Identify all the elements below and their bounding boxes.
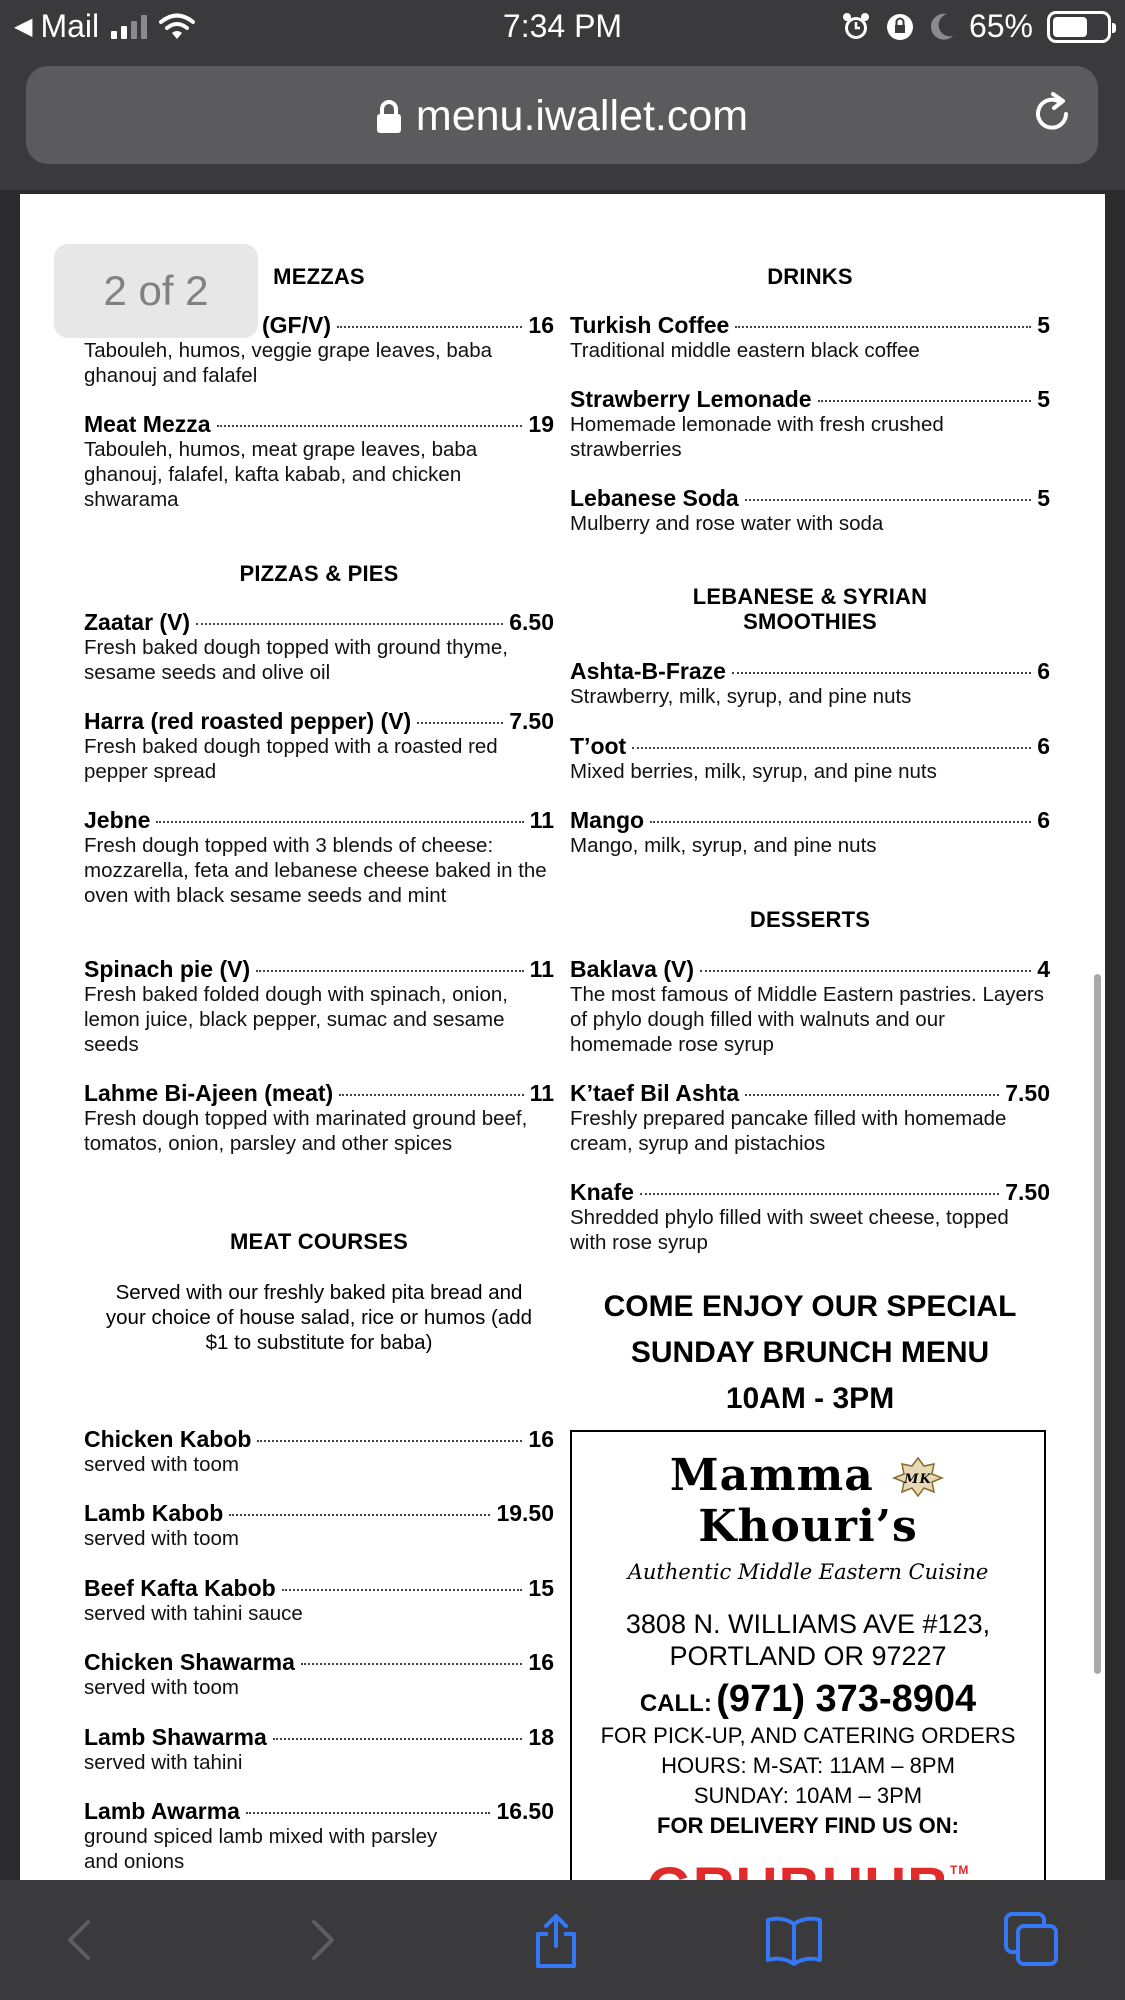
url-text: menu.iwallet.com [415, 92, 749, 140]
mk-monogram-text: MK [904, 1472, 932, 1487]
address-line: PORTLAND OR 97227 [669, 1641, 947, 1671]
status-bar [0, 0, 1125, 52]
status-icons [841, 8, 1111, 45]
item-price: 19 [528, 411, 554, 437]
item-description: Mixed berries, milk, syrup, and pine nuts [570, 760, 937, 783]
item-name: Zaatar (V) [84, 609, 191, 635]
item-price: 4 [1037, 956, 1050, 982]
item-name: K’taef Bil Ashta [570, 1080, 740, 1106]
item-description: served with toom [84, 1676, 239, 1699]
mk-monogram-icon [890, 1456, 946, 1496]
brunch-promo [570, 1284, 1050, 1422]
item-name: Harra (red roasted pepper) (V) [84, 708, 412, 734]
item-description: Fresh baked dough topped with a roasted red pepper spread [84, 735, 498, 783]
item-price: 6 [1037, 658, 1050, 684]
item-name: Beef Kafta Kabob [84, 1575, 276, 1601]
tabs-icon[interactable] [1002, 1910, 1062, 1970]
item-name: Lahme Bi-Ajeen (meat) [84, 1080, 334, 1106]
item-name: Chicken Shawarma [84, 1649, 295, 1675]
phone-number[interactable]: (971) 373-8904 [716, 1678, 977, 1720]
url-display[interactable] [26, 92, 1098, 141]
forward-chevron-icon[interactable] [290, 1910, 350, 1970]
battery-icon [1047, 11, 1111, 43]
item-description: Tabouleh, humos, meat grape leaves, baba ghanouj, falafel, kafta kabab, and chicken shwarama [84, 438, 478, 511]
dot-leader [417, 722, 503, 724]
item-name: Mango [570, 807, 645, 833]
menu-item [570, 1080, 1050, 1156]
share-icon[interactable] [526, 1910, 586, 1970]
dot-leader [217, 425, 523, 427]
item-name: T’oot [570, 733, 627, 759]
dot-leader [745, 499, 1031, 501]
dot-leader [700, 970, 1031, 972]
dot-leader [735, 326, 1031, 328]
meat-courses-note: Served with our freshly baked pita bread and your choice of house salad, rice or humos (add $1 to substitute for baba) [105, 1281, 533, 1354]
item-description: Freshly prepared pancake filled with homemade cream, syrup and pistachios [570, 1107, 1007, 1155]
item-price: 5 [1037, 312, 1050, 338]
item-name: Meat Mezza [84, 411, 211, 437]
item-name: Knafe [570, 1179, 634, 1205]
dot-leader [337, 326, 522, 328]
back-app-label: Mail [40, 8, 100, 44]
item-price: 15 [528, 1575, 554, 1601]
item-name: Turkish Coffee [570, 312, 730, 338]
menu-item [84, 1798, 554, 1874]
hours-sunday: SUNDAY: 10AM – 3PM [693, 1783, 923, 1808]
section-heading-pizzas: PIZZAS & PIES [239, 561, 399, 586]
orientation-lock-icon [885, 12, 915, 42]
menu-item [84, 956, 554, 1057]
promo-line: COME ENJOY OUR SPECIAL [603, 1290, 1017, 1323]
item-description: Mango, milk, syrup, and pine nuts [570, 834, 877, 857]
address [572, 1608, 1044, 1672]
item-price: 18 [528, 1724, 554, 1750]
item-description: Mulberry and rose water with soda [570, 512, 884, 535]
clock: 7:34 PM [502, 8, 623, 44]
item-price: 16 [528, 1426, 554, 1452]
hours-weekday: HOURS: M-SAT: 11AM – 8PM [661, 1753, 955, 1778]
vertical-scrollbar[interactable] [1094, 974, 1101, 1674]
dot-leader [732, 672, 1031, 674]
menu-item [84, 609, 554, 685]
item-price: 5 [1037, 485, 1050, 511]
item-price: 11 [529, 1080, 554, 1106]
item-name: Ashta-B-Fraze [570, 658, 726, 684]
phone-line [572, 1678, 1044, 1721]
item-name: Lebanese Soda [570, 485, 739, 511]
dot-leader [650, 821, 1031, 823]
menu-item [570, 485, 1050, 536]
menu-item [570, 658, 1050, 709]
item-price: 6 [1037, 733, 1050, 759]
item-price: 11 [529, 956, 554, 982]
restaurant-logo [572, 1450, 1044, 1552]
menu-item [84, 1575, 554, 1626]
promo-line: 10AM - 3PM [725, 1382, 895, 1415]
item-description: Fresh dough topped with 3 blends of cheese: mozzarella, feta and lebanese cheese baked in the oven with black sesame seeds and mint [84, 834, 547, 907]
page-indicator: 2 of 2 [54, 244, 258, 338]
item-name: Jebne [84, 807, 151, 833]
browser-top-bar [0, 52, 1125, 190]
section-heading-desserts: DESSERTS [749, 907, 871, 932]
menu-item [570, 807, 1050, 858]
smoothies-heading-line2: SMOOTHIES [743, 609, 877, 634]
dot-leader [196, 623, 503, 625]
dot-leader [156, 821, 523, 823]
reload-icon[interactable] [1028, 90, 1076, 138]
item-price: 7.50 [1005, 1179, 1050, 1205]
menu-item [570, 1179, 1050, 1255]
item-description: Fresh dough topped with marinated ground beef, tomatos, onion, parsley and other spices [84, 1107, 528, 1155]
item-price: 7.50 [509, 708, 554, 734]
dot-leader [282, 1589, 523, 1591]
menu-item [84, 1500, 554, 1551]
trademark-mark: TM [950, 1863, 970, 1877]
menu-item [84, 708, 554, 784]
item-description: Strawberry, milk, syrup, and pine nuts [570, 685, 912, 708]
item-name: Baklava (V) [570, 956, 695, 982]
item-description: Homemade lemonade with fresh crushed strawberries [570, 413, 944, 461]
dot-leader [257, 1440, 522, 1442]
section-heading-smoothies [570, 584, 1050, 634]
back-triangle-icon: ◀ [14, 13, 33, 40]
dot-leader [273, 1738, 523, 1740]
item-description: Fresh baked folded dough with spinach, onion, lemon juice, black pepper, sumac and sesame seeds [84, 983, 508, 1056]
item-price: 6.50 [509, 609, 554, 635]
item-price: 11 [529, 807, 554, 833]
smoothies-heading-line1: LEBANESE & SYRIAN [692, 584, 928, 609]
dot-leader [640, 1193, 999, 1195]
item-description: Traditional middle eastern black coffee [570, 339, 920, 362]
delivery-note: FOR DELIVERY FIND US ON: [657, 1813, 959, 1838]
brand-name-right: Khouri’s [698, 1501, 918, 1552]
item-description: ground spiced lamb mixed with parsley and onions [84, 1825, 438, 1873]
pickup-note: FOR PICK-UP, AND CATERING ORDERS [600, 1723, 1016, 1748]
brand-name-left: Mamma [669, 1450, 874, 1501]
dot-leader [256, 970, 524, 972]
dot-leader [632, 747, 1031, 749]
dot-leader [818, 400, 1032, 402]
item-price: 16 [528, 1649, 554, 1675]
item-name: (GF/V) [262, 312, 331, 338]
item-description: Shredded phylo filled with sweet cheese, topped with rose syrup [570, 1206, 1009, 1254]
menu-item [84, 411, 554, 512]
menu-item [84, 1080, 554, 1156]
alarm-icon [841, 12, 871, 42]
item-name: Chicken Kabob [84, 1426, 252, 1452]
section-heading-drinks: DRINKS [767, 264, 853, 289]
bookmarks-icon[interactable] [764, 1910, 824, 1970]
dot-leader [229, 1514, 490, 1516]
menu-item [84, 1426, 554, 1477]
item-description: Tabouleh, humos, veggie grape leaves, baba ghanouj and falafel [84, 339, 493, 387]
item-price: 16.50 [496, 1798, 554, 1824]
menu-item [84, 807, 554, 908]
dot-leader [246, 1812, 490, 1814]
item-price: 6 [1037, 807, 1050, 833]
item-price: 16 [528, 312, 554, 338]
battery-percent: 65% [968, 8, 1033, 44]
lock-icon [376, 100, 402, 134]
address-line: 3808 N. WILLIAMS AVE #123, [625, 1609, 991, 1639]
dot-leader [339, 1094, 523, 1096]
item-description: served with tahini sauce [84, 1602, 303, 1625]
menu-item [570, 956, 1050, 1057]
item-description: Fresh baked dough topped with ground thyme, sesame seeds and olive oil [84, 636, 508, 684]
item-name: Lamb Shawarma [84, 1724, 267, 1750]
item-name: Spinach pie (V) [84, 956, 251, 982]
menu-item [570, 386, 1050, 462]
section-heading-meat: MEAT COURSES [229, 1229, 408, 1254]
menu-item [570, 733, 1050, 784]
item-name: Lamb Awarma [84, 1798, 240, 1824]
item-name: Strawberry Lemonade [570, 386, 812, 412]
item-description: served with tahini [84, 1751, 243, 1774]
item-price: 19.50 [496, 1500, 554, 1526]
dot-leader [745, 1094, 999, 1096]
browser-toolbar [0, 1880, 1125, 2000]
item-name: Lamb Kabob [84, 1500, 224, 1526]
section-heading-mezzas: MEZZAS [273, 264, 365, 289]
dot-leader [301, 1663, 522, 1665]
do-not-disturb-icon [929, 12, 955, 42]
tagline: Authentic Middle Eastern Cuisine [627, 1560, 989, 1584]
item-description: The most famous of Middle Eastern pastries. Layers of phylo dough filled with walnuts and our homemade rose syrup [570, 983, 1044, 1056]
item-description: served with toom [84, 1453, 239, 1476]
menu-page[interactable] [20, 194, 1105, 1880]
menu-item [84, 1649, 554, 1700]
item-price: 7.50 [1005, 1080, 1050, 1106]
menu-item [570, 312, 1050, 363]
address-bar[interactable] [26, 66, 1098, 164]
item-description: served with toom [84, 1527, 239, 1550]
call-label: CALL: [639, 1690, 712, 1717]
item-price: 5 [1037, 386, 1050, 412]
promo-line: SUNDAY BRUNCH MENU [630, 1336, 990, 1369]
restaurant-info-box [570, 1430, 1046, 1900]
back-chevron-icon[interactable] [52, 1910, 112, 1970]
menu-item [84, 1724, 554, 1775]
